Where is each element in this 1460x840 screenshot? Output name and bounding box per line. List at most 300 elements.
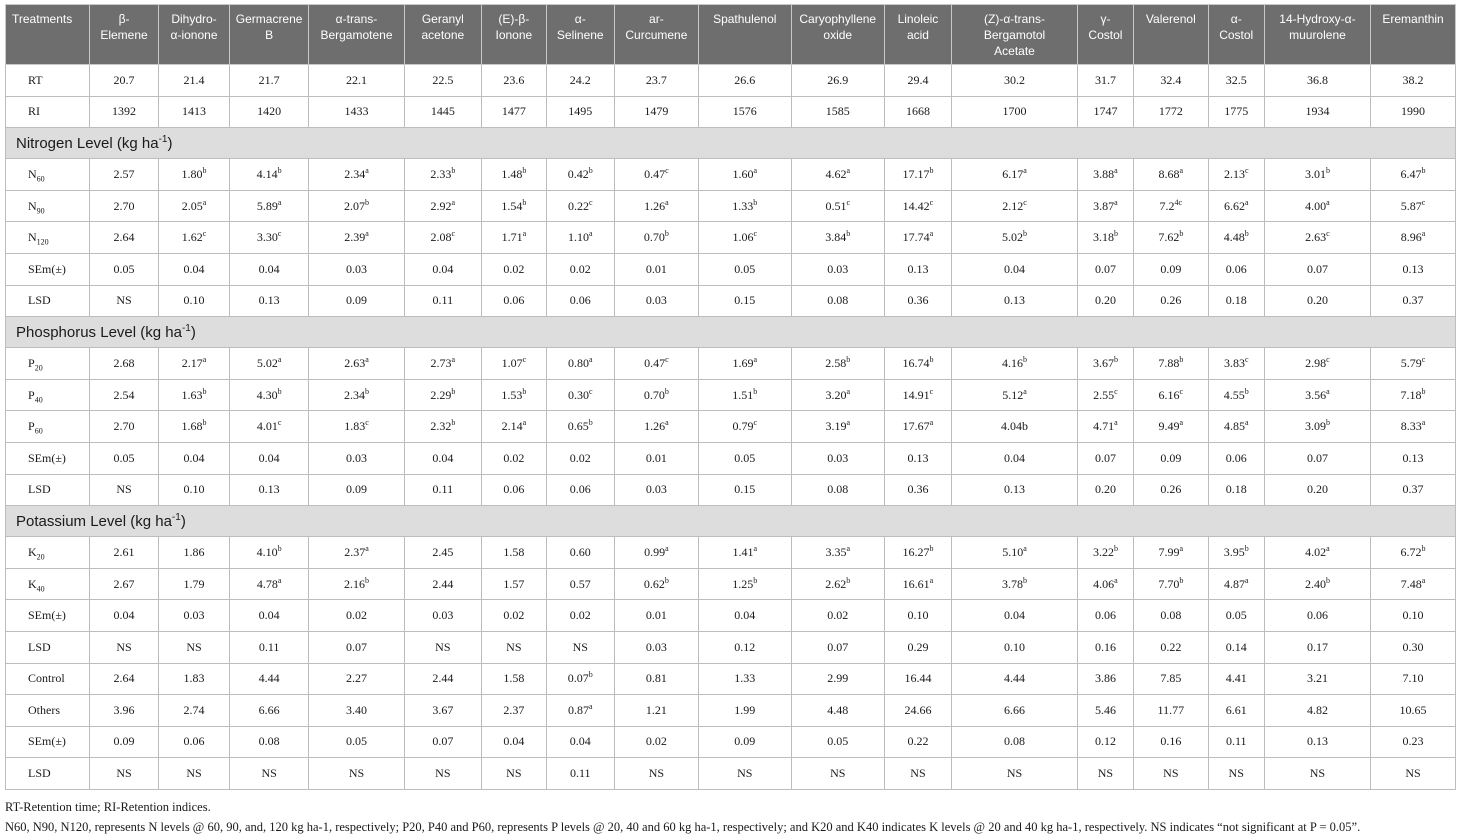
table-cell: 1479	[614, 96, 698, 128]
table-cell: 29.4	[884, 65, 951, 97]
table-cell: 0.30$^c$	[546, 379, 614, 411]
table-cell: 0.03	[791, 253, 884, 285]
table-row	[6, 695, 1456, 727]
significance-letter: a	[588, 229, 593, 239]
significance-letter: a	[846, 386, 851, 396]
significance-letter: a	[1179, 165, 1184, 175]
significance-letter: b	[364, 575, 369, 585]
significance-letter: b	[588, 418, 593, 428]
table-cell: 0.26	[1134, 474, 1209, 506]
significance-letter: 4c	[1174, 197, 1183, 207]
table-cell: 0.10	[884, 600, 951, 632]
table-cell: 4.78$^a$	[229, 568, 309, 600]
significance-letter: c	[202, 229, 207, 239]
table-cell: 8.96$^a$	[1371, 222, 1456, 254]
table-cell: 2.67	[89, 568, 158, 600]
table-cell: NS	[1134, 758, 1209, 790]
significance-letter: c	[1421, 354, 1426, 364]
table-cell: 0.15	[698, 285, 791, 317]
table-cell: 6.66	[229, 695, 309, 727]
table-cell: 0.42$^b$	[546, 159, 614, 191]
table-cell: 0.23	[1371, 726, 1456, 758]
table-cell: 0.20	[1264, 474, 1370, 506]
table-cell: 1.21	[614, 695, 698, 727]
table-cell: 1576	[698, 96, 791, 128]
table-cell: 4.85$^a$	[1208, 411, 1264, 443]
table-row	[6, 758, 1456, 790]
table-cell: 0.22	[1134, 631, 1209, 663]
table-cell: 1772	[1134, 96, 1209, 128]
table-cell: 0.04	[546, 726, 614, 758]
table-cell: 0.07	[404, 726, 482, 758]
table-cell: 1.07$^c$	[482, 348, 546, 380]
table-cell: 0.12	[698, 631, 791, 663]
table-cell: 0.47$^c$	[614, 159, 698, 191]
significance-letter: c	[1244, 165, 1249, 175]
table-cell: 0.11	[1208, 726, 1264, 758]
table-cell: 0.07	[309, 631, 404, 663]
table-cell: 2.45	[404, 537, 482, 569]
table-cell: 7.10	[1371, 663, 1456, 695]
significance-letter: a	[451, 354, 456, 364]
table-cell: 0.03	[309, 253, 404, 285]
table-cell: 0.13	[1264, 726, 1370, 758]
significance-letter: b	[277, 543, 282, 553]
table-cell: 7.85	[1134, 663, 1209, 695]
significance-letter: a	[846, 543, 851, 553]
table-cell: 2.16$^b$	[309, 568, 404, 600]
table-cell: 0.04	[698, 600, 791, 632]
significance-letter: b	[451, 418, 456, 428]
table-cell: 6.61	[1208, 695, 1264, 727]
table-cell: 4.48$^b$	[1208, 222, 1264, 254]
table-cell: 2.27	[309, 663, 404, 695]
significance-letter: a	[846, 418, 851, 428]
table-cell: 0.70$^b$	[614, 379, 698, 411]
significance-letter: a	[753, 165, 758, 175]
significance-letter: a	[929, 575, 934, 585]
table-cell: 6.47$^b$	[1371, 159, 1456, 191]
table-cell: 0.13	[1371, 442, 1456, 474]
table-cell: 0.18	[1208, 474, 1264, 506]
table-cell: 0.06	[482, 474, 546, 506]
table-cell: 6.66	[952, 695, 1078, 727]
table-cell: 21.4	[159, 65, 230, 97]
table-cell: 6.62$^a$	[1208, 190, 1264, 222]
table-cell: 0.29	[884, 631, 951, 663]
table-cell: 1747	[1077, 96, 1133, 128]
table-cell: NS	[1077, 758, 1133, 790]
row-label: LSD	[6, 285, 90, 317]
significance-letter: a	[929, 418, 934, 428]
table-cell: 1.58	[482, 537, 546, 569]
table-row	[6, 474, 1456, 506]
table-cell: 2.73$^a$	[404, 348, 482, 380]
significance-letter: a	[277, 354, 282, 364]
row-label: LSD	[6, 758, 90, 790]
table-cell: 6.17$^a$	[952, 159, 1078, 191]
table-row	[6, 537, 1456, 569]
significance-letter: c	[1114, 386, 1118, 396]
table-cell: 0.09	[309, 474, 404, 506]
significance-letter: c	[588, 386, 593, 396]
significance-letter: b	[364, 197, 369, 207]
significance-letter: a	[522, 418, 527, 428]
table-cell: 0.12	[1077, 726, 1133, 758]
row-label: $N_{120}$	[6, 222, 90, 254]
table-cell: 0.04	[952, 442, 1078, 474]
significance-letter: a	[929, 229, 934, 239]
significance-letter: a	[846, 165, 851, 175]
table-cell: 30.2	[952, 65, 1078, 97]
table-cell: 0.05	[791, 726, 884, 758]
significance-letter: a	[1114, 197, 1118, 207]
table-cell: 4.02$^a$	[1264, 537, 1370, 569]
table-cell: 31.7	[1077, 65, 1133, 97]
table-cell: 1934	[1264, 96, 1370, 128]
table-cell: 0.13	[884, 442, 951, 474]
significance-letter: b	[1421, 165, 1426, 175]
table-cell: 0.09	[1134, 253, 1209, 285]
table-cell: 0.79$^c$	[698, 411, 791, 443]
significance-letter: a	[365, 354, 369, 364]
table-cell: 0.02	[309, 600, 404, 632]
table-cell: 3.86	[1077, 663, 1133, 695]
table-cell: 2.37$^a$	[309, 537, 404, 569]
section-header-row	[6, 128, 1456, 159]
table-cell: 1.80$^b$	[159, 159, 230, 191]
significance-letter: b	[1421, 543, 1426, 553]
table-cell: 2.99	[791, 663, 884, 695]
table-cell: 5.87$^c$	[1371, 190, 1456, 222]
table-cell: 10.65	[1371, 695, 1456, 727]
table-cell: 0.02	[546, 253, 614, 285]
significance-letter: a	[1023, 165, 1027, 175]
table-cell: 5.46	[1077, 695, 1133, 727]
table-cell: 0.02	[482, 442, 546, 474]
table-cell: 2.63$^a$	[309, 348, 404, 380]
significance-letter: a	[1114, 165, 1118, 175]
significance-letter: b	[451, 165, 456, 175]
header-treatments: Treatments	[6, 5, 90, 65]
table-cell: NS	[89, 631, 158, 663]
table-cell: 3.96	[89, 695, 158, 727]
table-cell: 2.12$^c$	[952, 190, 1078, 222]
significance-letter: a	[1326, 543, 1330, 553]
table-cell: 3.18$^b$	[1077, 222, 1133, 254]
table-row	[6, 379, 1456, 411]
table-cell: 4.48	[791, 695, 884, 727]
significance-letter: c	[753, 418, 758, 428]
table-cell: 0.08	[1134, 600, 1209, 632]
row-label: $P_{60}$	[6, 411, 90, 443]
table-cell: 0.03	[614, 285, 698, 317]
table-cell: 5.79$^c$	[1371, 348, 1456, 380]
table-cell: 0.04	[482, 726, 546, 758]
table-row	[6, 96, 1456, 128]
table-row	[6, 568, 1456, 600]
significance-letter: a	[753, 543, 758, 553]
table-cell: 0.81	[614, 663, 698, 695]
table-cell: 0.07	[1077, 442, 1133, 474]
table-cell: NS	[1208, 758, 1264, 790]
column-header: Spathulenol	[698, 5, 791, 65]
table-cell: 7.88$^b$	[1134, 348, 1209, 380]
table-cell: 4.41	[1208, 663, 1264, 695]
table-cell: 0.04	[159, 442, 230, 474]
table-cell: 0.08	[791, 474, 884, 506]
table-cell: 21.7	[229, 65, 309, 97]
table-cell: 4.44	[229, 663, 309, 695]
significance-letter: a	[1114, 575, 1118, 585]
significance-letter: b	[929, 543, 934, 553]
table-cell: 3.67	[404, 695, 482, 727]
significance-letter: c	[588, 197, 593, 207]
table-cell: 23.6	[482, 65, 546, 97]
significance-letter: c	[451, 229, 456, 239]
table-row	[6, 285, 1456, 317]
table-cell: NS	[404, 758, 482, 790]
table-cell: 2.33$^b$	[404, 159, 482, 191]
table-cell: NS	[159, 758, 230, 790]
significance-letter: c	[929, 386, 934, 396]
table-cell: 1.83$^c$	[309, 411, 404, 443]
significance-letter: b	[277, 386, 282, 396]
table-cell: 0.09	[698, 726, 791, 758]
table-cell: 5.02$^a$	[229, 348, 309, 380]
table-footnotes	[5, 797, 1456, 837]
table-cell: 1.79	[159, 568, 230, 600]
footnote: N60, N90, N120, represents N levels @ 60, 90, and, 120 kg ha-1, respectively; P20, P40 and P60, represents P levels @ 20, 40 and 60 kg ha-1, respectively; and K20 and K40 indicates K levels @ 20 and 40 kg ha-1, respectively. NS indicates “not significant at P = 0.05”.	[5, 819, 1361, 834]
table-row	[6, 253, 1456, 285]
table-cell: 2.64	[89, 222, 158, 254]
table-cell: 0.16	[1077, 631, 1133, 663]
column-header: (E)-β- Ionone	[482, 5, 546, 65]
table-cell: 16.61$^a$	[884, 568, 951, 600]
table-cell: 0.05	[89, 442, 158, 474]
significance-letter: b	[664, 386, 669, 396]
significance-letter: b	[753, 386, 758, 396]
table-cell: 0.10	[159, 474, 230, 506]
table-cell: 5.02$^b$	[952, 222, 1078, 254]
table-cell: 32.5	[1208, 65, 1264, 97]
table-cell: 0.01	[614, 253, 698, 285]
table-row	[6, 159, 1456, 191]
table-cell: 2.29$^b$	[404, 379, 482, 411]
table-cell: 0.09	[89, 726, 158, 758]
table-cell: 1.26$^a$	[614, 411, 698, 443]
table-cell: 26.6	[698, 65, 791, 97]
table-cell: 2.70	[89, 411, 158, 443]
table-cell: 4.82	[1264, 695, 1370, 727]
table-cell: 4.87$^a$	[1208, 568, 1264, 600]
table-cell: 0.03	[614, 474, 698, 506]
table-cell: 3.67$^b$	[1077, 348, 1133, 380]
section-header-row	[6, 317, 1456, 348]
row-label: SEm(±)	[6, 726, 90, 758]
significance-letter: a	[665, 197, 669, 207]
table-cell: 1668	[884, 96, 951, 128]
table-cell: 2.17$^a$	[159, 348, 230, 380]
table-cell: 0.01	[614, 600, 698, 632]
significance-letter: a	[1326, 386, 1330, 396]
significance-letter: b	[1023, 354, 1027, 364]
significance-letter: b	[846, 354, 851, 364]
significance-letter: a	[1179, 543, 1184, 553]
table-cell: 38.2	[1371, 65, 1456, 97]
table-cell: 4.10$^b$	[229, 537, 309, 569]
table-cell: 0.22$^c$	[546, 190, 614, 222]
table-cell: 1420	[229, 96, 309, 128]
table-cell: 0.04	[229, 253, 309, 285]
table-cell: 0.02	[546, 600, 614, 632]
table-cell: 0.47$^c$	[614, 348, 698, 380]
table-cell: 1990	[1371, 96, 1456, 128]
significance-letter: a	[588, 701, 593, 711]
table-cell: 3.95$^b$	[1208, 537, 1264, 569]
table-cell: 1.53$^b$	[482, 379, 546, 411]
significance-letter: b	[1113, 229, 1118, 239]
table-cell: 1.51$^b$	[698, 379, 791, 411]
significance-letter: c	[277, 418, 282, 428]
table-cell: NS	[229, 758, 309, 790]
significance-letter: b	[1325, 165, 1330, 175]
table-cell: 4.04b	[952, 411, 1078, 443]
table-cell: 0.06	[1264, 600, 1370, 632]
table-cell: 3.84$^b$	[791, 222, 884, 254]
table-cell: 1.63$^b$	[159, 379, 230, 411]
table-cell: NS	[1371, 758, 1456, 790]
table-cell: 0.02	[482, 600, 546, 632]
significance-letter: a	[665, 418, 669, 428]
table-cell: 0.06	[1208, 442, 1264, 474]
table-cell: 0.20	[1264, 285, 1370, 317]
footnote: RT-Retention time; RI-Retention indices.	[5, 799, 211, 814]
row-label: RI	[6, 96, 90, 128]
row-label: $K_{40}$	[6, 568, 90, 600]
table-cell: 1.06$^c$	[698, 222, 791, 254]
table-cell: 0.16	[1134, 726, 1209, 758]
table-cell: 1445	[404, 96, 482, 128]
column-header: Caryophyllene oxide	[791, 5, 884, 65]
table-cell: 4.14$^b$	[229, 159, 309, 191]
significance-letter: a	[365, 229, 369, 239]
table-cell: 3.88$^a$	[1077, 159, 1133, 191]
table-cell: 2.92$^a$	[404, 190, 482, 222]
significance-letter: c	[1179, 386, 1184, 396]
significance-letter: b	[1113, 354, 1118, 364]
row-label: $N_{90}$	[6, 190, 90, 222]
table-cell: 4.00$^a$	[1264, 190, 1370, 222]
significance-letter: b	[451, 386, 456, 396]
table-cell: 26.9	[791, 65, 884, 97]
significance-letter: b	[588, 670, 593, 680]
table-cell: 5.89$^a$	[229, 190, 309, 222]
significance-letter: c	[665, 354, 669, 364]
table-cell: 0.06	[159, 726, 230, 758]
table-cell: NS	[89, 474, 158, 506]
table-cell: 1.33	[698, 663, 791, 695]
table-cell: NS	[89, 285, 158, 317]
table-cell: 2.54	[89, 379, 158, 411]
table-row	[6, 65, 1456, 97]
table-cell: 1392	[89, 96, 158, 128]
table-cell: 0.13	[1371, 253, 1456, 285]
significance-letter: a	[365, 543, 369, 553]
table-cell: 1.60$^a$	[698, 159, 791, 191]
table-cell: 1.58	[482, 663, 546, 695]
table-cell: 2.07$^b$	[309, 190, 404, 222]
table-cell: NS	[482, 758, 546, 790]
table-cell: 22.5	[404, 65, 482, 97]
significance-letter: b	[277, 165, 282, 175]
significance-letter: b	[846, 229, 851, 239]
table-row	[6, 726, 1456, 758]
table-cell: NS	[1264, 758, 1370, 790]
significance-letter: b	[202, 386, 207, 396]
row-label: SEm(±)	[6, 253, 90, 285]
significance-letter: b	[846, 575, 851, 585]
table-cell: 0.05	[89, 253, 158, 285]
table-cell: 1.62$^c$	[159, 222, 230, 254]
table-cell: 2.44	[404, 568, 482, 600]
significance-letter: b	[664, 229, 669, 239]
table-cell: NS	[404, 631, 482, 663]
table-cell: 0.11	[404, 474, 482, 506]
table-cell: 0.37	[1371, 474, 1456, 506]
significance-letter: c	[277, 229, 282, 239]
table-cell: 24.66	[884, 695, 951, 727]
table-cell: 0.02	[791, 600, 884, 632]
column-header: Valerenol	[1134, 5, 1209, 65]
table-cell: 1.83	[159, 663, 230, 695]
table-cell: 0.05	[698, 442, 791, 474]
table-cell: 2.64	[89, 663, 158, 695]
table-row	[6, 600, 1456, 632]
section-title: Nitrogen Level (kg $ha^{-1}$)	[6, 128, 1456, 159]
table-cell: 0.04	[229, 442, 309, 474]
table-cell: 20.7	[89, 65, 158, 97]
table-cell: 17.74$^a$	[884, 222, 951, 254]
significance-letter: a	[1023, 386, 1027, 396]
table-cell: 3.22$^b$	[1077, 537, 1133, 569]
significance-letter: b	[1179, 575, 1184, 585]
significance-letter: c	[753, 229, 758, 239]
table-cell: 1.71$^a$	[482, 222, 546, 254]
table-cell: 0.04	[229, 600, 309, 632]
table-cell: 0.05	[1208, 600, 1264, 632]
table-cell: 8.68$^a$	[1134, 159, 1209, 191]
table-cell: 0.06	[1208, 253, 1264, 285]
table-cell: 1413	[159, 96, 230, 128]
table-cell: 14.42$^c$	[884, 190, 951, 222]
table-cell: 0.11	[229, 631, 309, 663]
section-title: Phosphorus Level (kg $ha^{-1}$)	[6, 317, 1456, 348]
table-cell: 2.32$^b$	[404, 411, 482, 443]
significance-letter: b	[202, 418, 207, 428]
table-cell: 2.62$^b$	[791, 568, 884, 600]
table-cell: 2.40$^b$	[1264, 568, 1370, 600]
table-cell: 3.30$^c$	[229, 222, 309, 254]
table-cell: 0.60	[546, 537, 614, 569]
results-table	[5, 4, 1456, 790]
row-label: SEm(±)	[6, 442, 90, 474]
table-cell: 3.21	[1264, 663, 1370, 695]
row-label: Control	[6, 663, 90, 695]
column-header: Geranyl acetone	[404, 5, 482, 65]
significance-letter: a	[1179, 418, 1184, 428]
table-cell: 0.87$^a$	[546, 695, 614, 727]
